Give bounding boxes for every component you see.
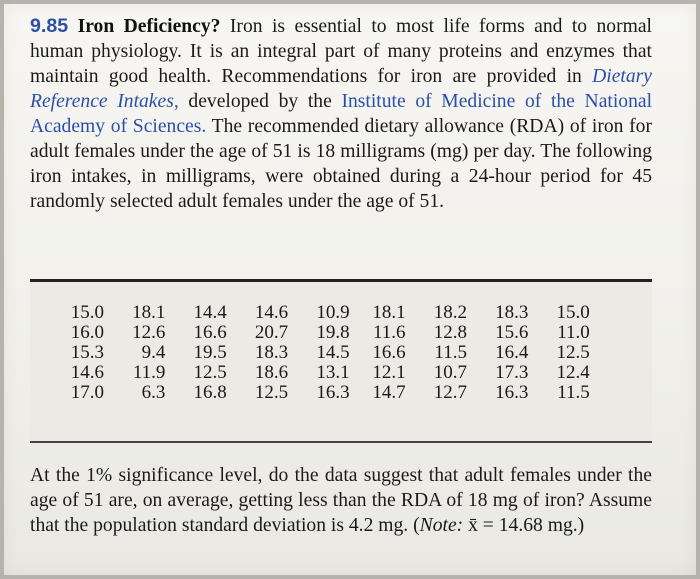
table-row bbox=[68, 363, 590, 383]
table-cell: 12.8 bbox=[433, 322, 467, 343]
table-cell: 14.6 bbox=[70, 362, 104, 383]
table-cell: 11.9 bbox=[132, 362, 166, 383]
question-paragraph bbox=[30, 463, 652, 538]
table-cell: 11.5 bbox=[434, 342, 467, 363]
iron-intake-table-box bbox=[30, 279, 652, 443]
table-cell: 15.6 bbox=[495, 322, 529, 343]
table-row bbox=[68, 323, 590, 343]
table-cell: 15.0 bbox=[70, 302, 104, 323]
table-cell: 13.1 bbox=[316, 362, 350, 383]
table-cell: 16.3 bbox=[316, 382, 350, 403]
table-cell: 10.7 bbox=[433, 362, 467, 383]
table-cell: 14.6 bbox=[254, 302, 289, 323]
problem-text-2: developed by the bbox=[188, 91, 332, 112]
problem-text-1: Iron is essential to most life forms and to normal human physiology. It is an integral part of many proteins and enzymes that maintain good health. Recommendations for iron are provided in bbox=[30, 16, 653, 87]
table-cell: 14.5 bbox=[316, 342, 350, 363]
table-cell: 15.0 bbox=[556, 302, 590, 323]
table-cell: 16.8 bbox=[193, 382, 227, 403]
table-bottom-rule bbox=[30, 441, 652, 443]
book-title: Dietary Reference Intakes, bbox=[30, 66, 652, 112]
table-cell: 18.1 bbox=[132, 302, 166, 323]
table-cell: 12.1 bbox=[372, 362, 406, 383]
institute-name: Institute of Medicine of the National Academy of Sciences. bbox=[30, 91, 653, 137]
iron-intake-table bbox=[68, 303, 590, 403]
table-cell: 12.5 bbox=[556, 342, 590, 363]
table-cell: 15.3 bbox=[70, 342, 104, 363]
table-top-rule bbox=[30, 279, 652, 282]
table-cell: 12.7 bbox=[433, 382, 467, 403]
table-cell: 18.6 bbox=[254, 362, 289, 383]
table-cell: 20.7 bbox=[254, 322, 289, 343]
table-cell: 12.5 bbox=[254, 382, 289, 403]
table-cell: 14.4 bbox=[193, 302, 227, 323]
table-cell: 18.1 bbox=[372, 302, 406, 323]
table-cell: 19.8 bbox=[316, 322, 350, 343]
problem-paragraph bbox=[30, 14, 652, 214]
table-cell: 18.2 bbox=[433, 302, 467, 323]
problem-title: Iron Deficiency? bbox=[77, 16, 221, 37]
textbook-page bbox=[4, 4, 696, 575]
table-cell: 9.4 bbox=[141, 342, 166, 363]
table-cell: 11.5 bbox=[557, 382, 590, 403]
table-cell: 16.4 bbox=[495, 342, 529, 363]
table-cell: 16.3 bbox=[495, 382, 529, 403]
table-cell: 12.5 bbox=[193, 362, 227, 383]
table-cell: 12.6 bbox=[132, 322, 166, 343]
question-text: At the 1% significance level, do the data suggest that adult females under the age of 51 are, on average, getting less than the RDA of 18 mg of iron? Assume that the population standard deviation is 4.2 mg. bbox=[30, 465, 652, 536]
table-row bbox=[68, 383, 590, 403]
table-cell: 17.0 bbox=[70, 382, 104, 403]
table-cell: 18.3 bbox=[254, 342, 289, 363]
table-cell: 17.3 bbox=[495, 362, 529, 383]
table-cell: 11.0 bbox=[557, 322, 590, 343]
table-cell: 18.3 bbox=[495, 302, 529, 323]
note-value: x̄ = 14.68 mg.) bbox=[468, 515, 585, 536]
note-label: Note: bbox=[419, 515, 464, 536]
table-row bbox=[68, 343, 590, 363]
table-cell: 10.9 bbox=[316, 302, 350, 323]
table-cell: 14.7 bbox=[372, 382, 406, 403]
problem-number: 9.85 bbox=[30, 15, 69, 37]
table-row bbox=[68, 303, 590, 323]
table-cell: 16.0 bbox=[70, 322, 104, 343]
table-cell: 19.5 bbox=[193, 342, 227, 363]
table-cell: 11.6 bbox=[373, 322, 406, 343]
table-cell: 12.4 bbox=[556, 362, 590, 383]
note-open: ( bbox=[413, 515, 420, 536]
table-cell: 16.6 bbox=[193, 322, 227, 343]
problem-text-3: The recommended dietary allowance (RDA) of iron for adult females under the age of 51 is 18 milligrams (mg) per day. The following iron intakes, in milligrams, were obtained during a 24-hour period for 45 randomly selected adult females under the age of 51. bbox=[30, 116, 652, 212]
table-cell: 16.6 bbox=[372, 342, 406, 363]
table-cell: 6.3 bbox=[141, 382, 166, 403]
